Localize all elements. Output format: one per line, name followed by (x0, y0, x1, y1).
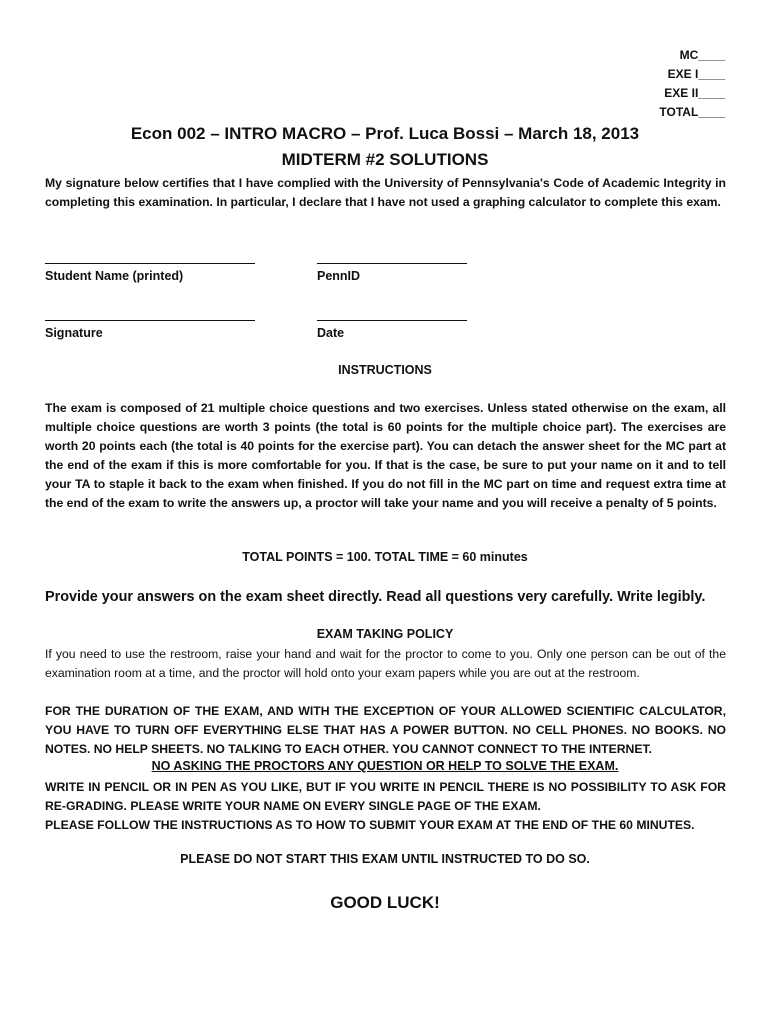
do-not-start-notice: PLEASE DO NOT START THIS EXAM UNTIL INSTRUCTED TO DO SO. (180, 852, 590, 866)
totals-line: TOTAL POINTS = 100. TOTAL TIME = 60 minutes (242, 550, 528, 564)
date-line[interactable] (317, 320, 467, 321)
certification-text: My signature below certifies that I have complied with the University of Pennsylvania's Code of Academic Integrity in completing this examination. In particular, I declare that I have not used a graphing calculator to complete this exam. (45, 176, 726, 209)
student-name-line[interactable] (45, 263, 255, 264)
submit-policy: PLEASE FOLLOW THE INSTRUCTIONS AS TO HOW TO SUBMIT YOUR EXAM AT THE END OF THE 60 MINUTES. (45, 818, 695, 832)
pencil-policy: WRITE IN PENCIL OR IN PEN AS YOU LIKE, BUT IF YOU WRITE IN PENCIL THERE IS NO POSSIBILITY TO ASK FOR RE-GRADING. PLEASE WRITE YOUR NAME ON EVERY SINGLE PAGE OF THE EXAM. (45, 780, 726, 813)
provide-answers-line: Provide your answers on the exam sheet directly. Read all questions very carefully. Write legibly. (45, 589, 706, 605)
instructions-body: The exam is composed of 21 multiple choice questions and two exercises. Unless stated otherwise on the exam, all multiple choice questions are worth 3 points (the total is 60 points for the multiple choice part). The exercises are worth 20 points each (the total is 40 points for the exercise part). You can detach the answer sheet for the MC part at the end of the exam if this is more comfortable for you. If that is the case, be sure to put your name on it and to tell your TA to staple it back to the exam when finished. If you do not fill in the MC part on time and request extra time at the end of the exam to write the answers up, a proctor will take your name and you will receive a penalty of 5 points. (45, 401, 726, 510)
restroom-policy: If you need to use the restroom, raise your hand and wait for the proctor to come to you. Only one person can be out of the examination room at a time, and the proctor will hold onto your exam papers while you are out at the restroom. (45, 647, 726, 680)
policy-heading: EXAM TAKING POLICY (316, 627, 454, 641)
student-name-label: Student Name (printed) (45, 269, 184, 283)
score-exe-1: EXE I____ (667, 67, 725, 81)
pennid-line[interactable] (317, 263, 467, 264)
instructions-heading: INSTRUCTIONS (338, 363, 432, 377)
exam-title: MIDTERM #2 SOLUTIONS (281, 150, 489, 169)
good-luck: GOOD LUCK! (330, 893, 440, 912)
score-mc: MC____ (679, 48, 725, 62)
score-total: TOTAL____ (659, 105, 725, 119)
devices-policy: FOR THE DURATION OF THE EXAM, AND WITH THE EXCEPTION OF YOUR ALLOWED SCIENTIFIC CALCULATOR, YOU HAVE TO TURN OFF EVERYTHING ELSE THAT HAS A POWER BUTTON. NO CELL PHONES. NO BOOKS. NO NOTES. NO HELP SHEETS. NO TALKING TO EACH OTHER. YOU CANNOT CONNECT TO THE INTERNET. (45, 704, 726, 756)
no-asking-policy: NO ASKING THE PROCTORS ANY QUESTION OR HELP TO SOLVE THE EXAM. (151, 759, 619, 773)
course-title: Econ 002 – INTRO MACRO – Prof. Luca Bossi – March 18, 2013 (130, 124, 640, 143)
pennid-label: PennID (317, 269, 361, 283)
score-exe-2: EXE II____ (664, 86, 725, 100)
signature-label: Signature (45, 326, 103, 340)
score-box (659, 46, 725, 122)
date-label: Date (317, 326, 345, 340)
signature-line[interactable] (45, 320, 255, 321)
